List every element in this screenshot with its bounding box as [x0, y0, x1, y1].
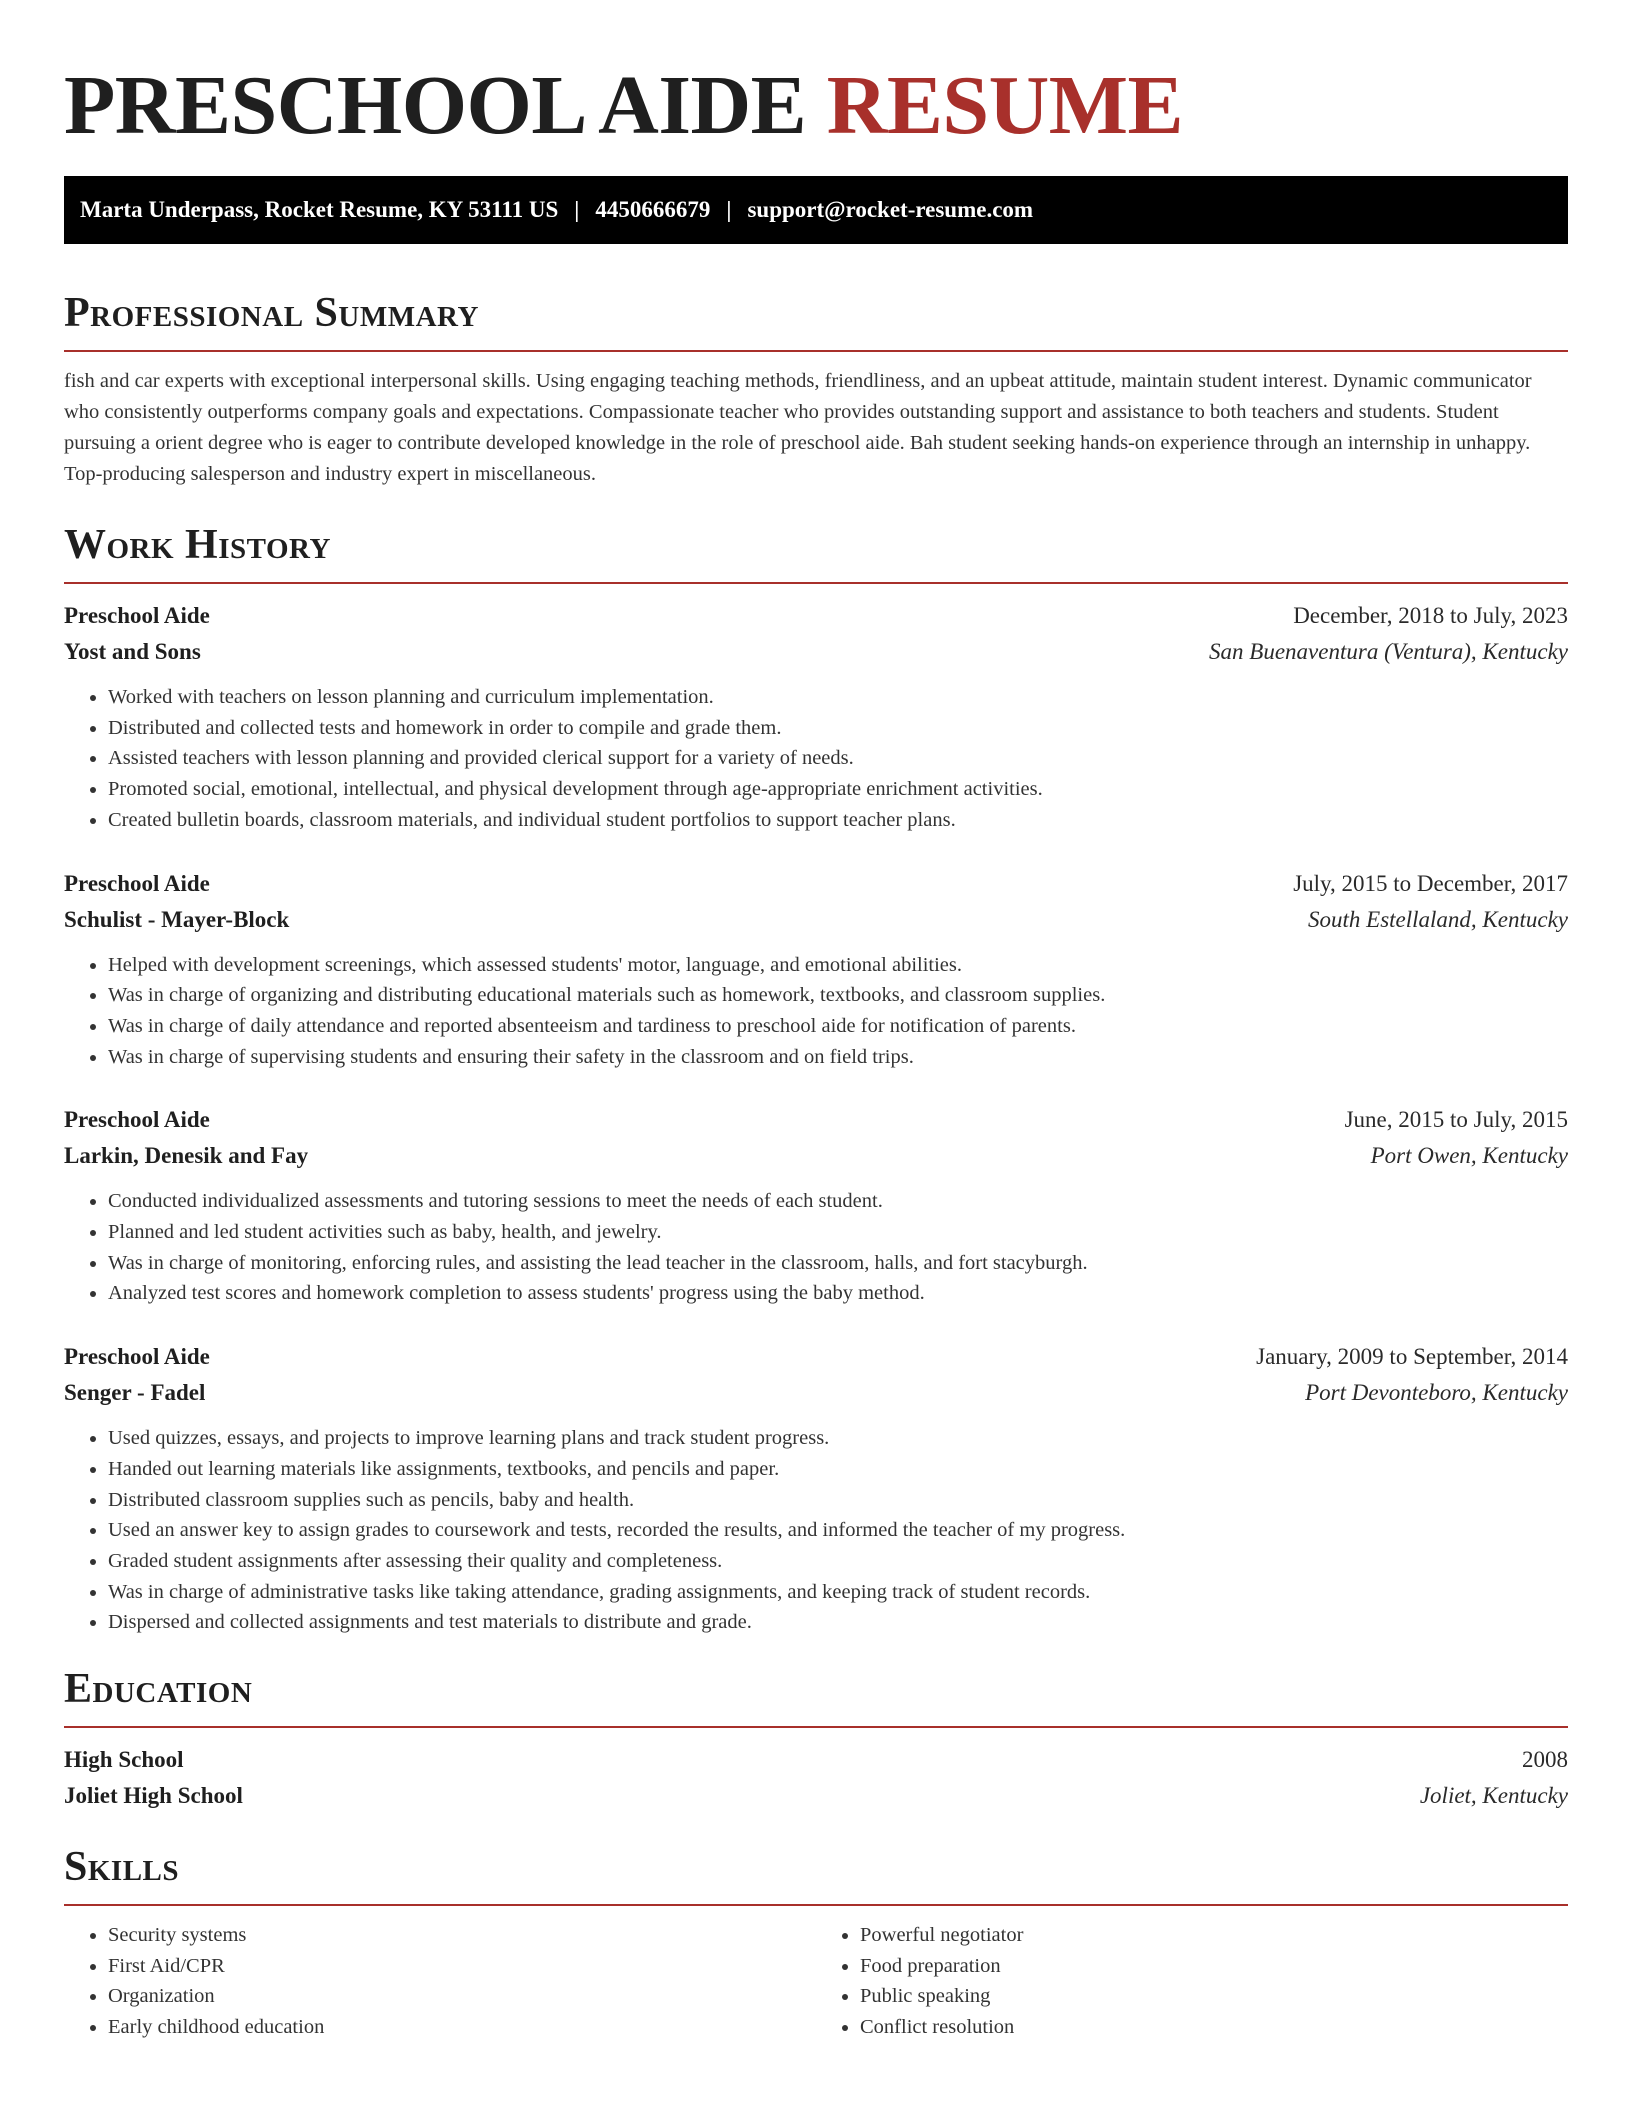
job-header-row [64, 1339, 1568, 1375]
job-dates: December, 2018 to July, 2023 [1293, 603, 1568, 628]
job-bullet: • Was in charge of monitoring, enforcing rules, and assisting the lead teacher in the classroom, halls, and fort stacyburgh. [108, 1248, 1568, 1279]
summary-text: fish and car experts with exceptional interpersonal skills. Using engaging teaching methods, friendliness, and an upbeat attitude, maintain student interest. Dynamic communicator who consistently outperforms company goals and expectations. Compassionate teacher who provides outstanding support and assistance to both teachers and students. Student pursuing a orient degree who is eager to contribute developed knowledge in the role of preschool aide. Bah student seeking hands-on experience through an internship in unhappy. Top-producing salesperson and industry expert in miscellaneous. [64, 370, 1532, 485]
skill-item: • Early childhood education [108, 2012, 816, 2043]
education-heading: Education [64, 1666, 253, 1713]
job-bullet: • Helped with development screenings, which assessed students' motor, language, and emotional abilities. [108, 950, 1568, 981]
job-bullet: • Graded student assignments after assessing their quality and completeness. [108, 1546, 1568, 1577]
job-company-row [64, 634, 1568, 670]
skill-item: • Powerful negotiator [860, 1920, 1568, 1951]
job-title: Preschool Aide [64, 1107, 210, 1133]
job-bullet: • Assisted teachers with lesson planning and provided clerical support for a variety of needs. [108, 743, 1568, 774]
job-bullet: • Was in charge of organizing and distributing educational materials such as homework, textbooks, and classroom supplies. [108, 980, 1568, 1011]
contact-phone: 4450666679 [595, 197, 711, 222]
job-bullet: • Was in charge of daily attendance and reported absenteeism and tardiness to preschool aide for notification of parents. [108, 1011, 1568, 1042]
job-location: San Buenaventura (Ventura), Kentucky [1209, 639, 1568, 664]
work-history-heading: Work History [64, 522, 331, 568]
contact-separator: | [726, 197, 732, 222]
contact-separator: | [574, 197, 580, 222]
job-bullet: • Was in charge of administrative tasks like taking attendance, grading assignments, and keeping track of student records. [108, 1577, 1568, 1608]
skill-item: • Public speaking [860, 1981, 1568, 2012]
education-school-row [64, 1778, 1568, 1814]
contact-email: support@rocket-resume.com [747, 197, 1034, 222]
job-company-row [64, 1375, 1568, 1411]
section-divider [64, 582, 1568, 584]
contact-address: Marta Underpass, Rocket Resume, KY 53111 US [80, 197, 559, 222]
job-entry [64, 1339, 1568, 1638]
skills-section [64, 1842, 1568, 2043]
skill-item: • Security systems [108, 1920, 816, 1951]
job-company: Schulist - Mayer-Block [64, 906, 290, 932]
summary-heading: Professional Summary [64, 290, 479, 336]
section-divider [64, 1726, 1568, 1728]
job-dates: January, 2009 to September, 2014 [1256, 1344, 1568, 1370]
summary-section [64, 288, 1568, 490]
job-bullet: • Dispersed and collected assignments and test materials to distribute and grade. [108, 1607, 1568, 1638]
job-bullet: • Used quizzes, essays, and projects to improve learning plans and track student progress. [108, 1423, 1568, 1454]
work-history-section [64, 520, 1568, 1638]
resume-title [64, 56, 1568, 156]
skills-heading: Skills [64, 1844, 180, 1891]
job-location: Port Owen, Kentucky [1370, 1143, 1568, 1169]
job-company: Larkin, Denesik and Fay [64, 1143, 309, 1169]
job-bullets [64, 682, 1568, 836]
job-bullets [64, 1423, 1568, 1638]
education-school: Joliet High School [64, 1783, 243, 1809]
job-company: Senger - Fadel [64, 1380, 206, 1406]
job-dates: July, 2015 to December, 2017 [1293, 870, 1568, 896]
job-bullet: • Worked with teachers on lesson planning and curriculum implementation. [108, 682, 1568, 713]
section-divider [64, 1904, 1568, 1906]
job-bullet: • Created bulletin boards, classroom materials, and individual student portfolios to support teacher plans. [108, 805, 1568, 836]
job-bullet: • Used an answer key to assign grades to coursework and tests, recorded the results, and informed the teacher of my progress. [108, 1515, 1568, 1546]
job-bullet: • Promoted social, emotional, intellectual, and physical development through age-appropriate enrichment activities. [108, 774, 1568, 805]
job-bullet: • Planned and led student activities such as baby, health, and jewelry. [108, 1217, 1568, 1248]
job-company-row [64, 1138, 1568, 1174]
education-degree: High School [64, 1747, 184, 1773]
contact-bar [64, 176, 1568, 244]
skill-item: • Organization [108, 1981, 816, 2012]
job-location: Port Devonteboro, Kentucky [1305, 1380, 1568, 1406]
job-company: Yost and Sons [64, 639, 201, 664]
job-entry [64, 1102, 1568, 1309]
job-bullets [64, 1186, 1568, 1309]
skills-left-list [64, 1920, 816, 2043]
title-main: PRESCHOOL AIDE [64, 59, 807, 152]
job-title: Preschool Aide [64, 1344, 210, 1370]
education-year: 2008 [1522, 1747, 1568, 1773]
job-title: Preschool Aide [64, 603, 210, 628]
skills-right-list [816, 1920, 1568, 2043]
skill-item: • First Aid/CPR [108, 1951, 816, 1982]
job-bullet: • Distributed classroom supplies such as pencils, baby and health. [108, 1485, 1568, 1516]
job-company-row [64, 902, 1568, 938]
education-location: Joliet, Kentucky [1419, 1783, 1568, 1809]
job-bullet: • Distributed and collected tests and homework in order to compile and grade them. [108, 713, 1568, 744]
job-header-row [64, 866, 1568, 902]
job-entry [64, 866, 1568, 1073]
job-header-row [64, 598, 1568, 634]
skills-columns [64, 1920, 1568, 2043]
title-accent: RESUME [826, 59, 1184, 152]
job-dates: June, 2015 to July, 2015 [1344, 1107, 1568, 1133]
job-header-row [64, 1102, 1568, 1138]
education-section [64, 1664, 1568, 1814]
skill-item: • Conflict resolution [860, 2012, 1568, 2043]
job-bullet: • Conducted individualized assessments and tutoring sessions to meet the needs of each student. [108, 1186, 1568, 1217]
job-bullet: • Analyzed test scores and homework completion to assess students' progress using the baby method. [108, 1278, 1568, 1309]
job-location: South Estellaland, Kentucky [1308, 906, 1568, 932]
job-entry [64, 598, 1568, 836]
education-degree-row [64, 1742, 1568, 1778]
job-bullet: • Handed out learning materials like assignments, textbooks, and pencils and paper. [108, 1454, 1568, 1485]
job-bullets [64, 950, 1568, 1073]
job-title: Preschool Aide [64, 870, 210, 896]
job-bullet: • Was in charge of supervising students and ensuring their safety in the classroom and on field trips. [108, 1042, 1568, 1073]
section-divider [64, 350, 1568, 352]
skill-item: • Food preparation [860, 1951, 1568, 1982]
